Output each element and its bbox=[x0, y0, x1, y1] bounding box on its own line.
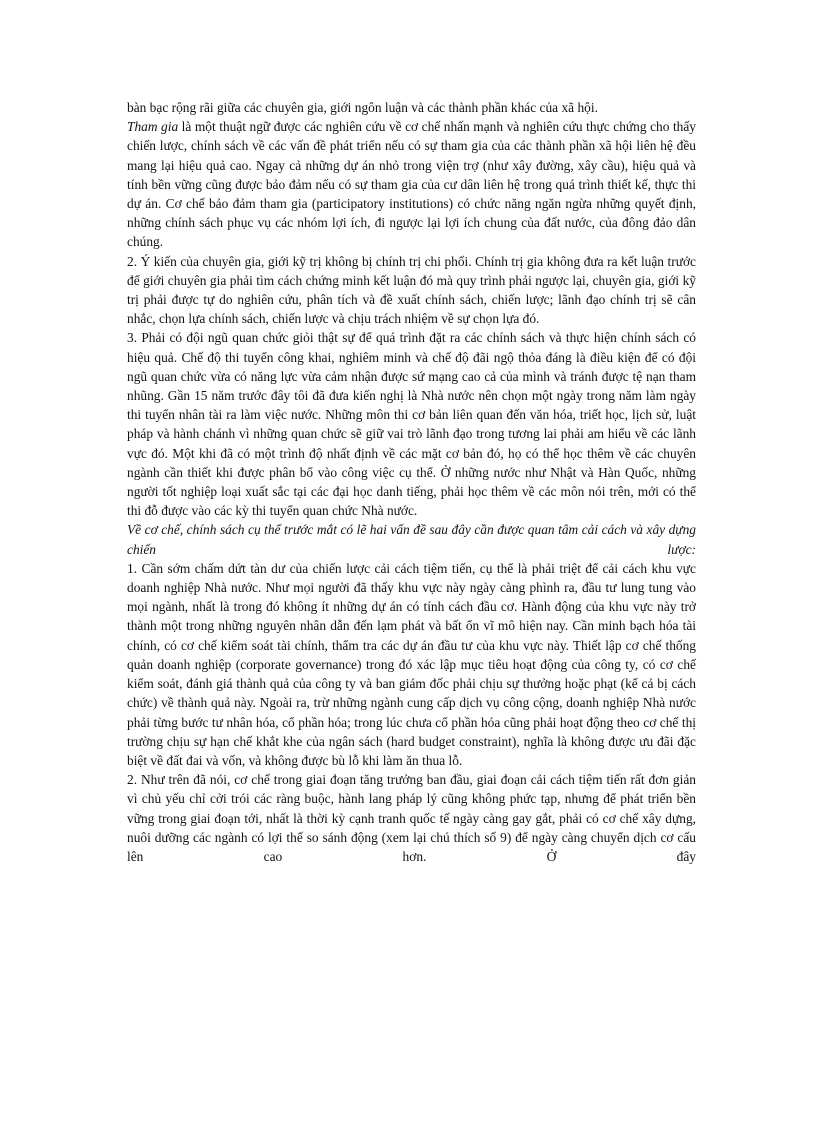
paragraph-6-text: 2. Như trên đã nói, cơ chế trong giai đoạn tăng trưởng ban đầu, giai đoạn cải cách tiệm tiến rất đơn giản vì chủ yếu chỉ cởi trói các ràng buộc, hành lang pháp lý cũng không phức tạp, nhưng để phát triển bền vững trong giai đoạn tới, nhất là thời kỳ cạnh tranh quốc tế ngày càng gay gắt, phải có cơ chế xây dựng, nuôi dưỡng các ngành có lợi thế so sánh động (xem lại chú thích số 9) để ngày càng chuyển dịch cơ cấu lên cao hơn. Ở đây bbox=[127, 772, 696, 864]
paragraph-5 bbox=[127, 559, 696, 770]
paragraph-4-italic-heading bbox=[127, 520, 696, 558]
paragraph-1-text: là một thuật ngữ được các nghiên cứu về cơ chế nhấn mạnh và nghiên cứu thực chứng cho thấy chiến lược, chính sách về các vấn đề phát triển nếu có sự tham gia của các thành phần xã hội liên hệ đều mang lại hiệu quả cao. Ngay cả những dự án nhỏ trong viện trợ (như xây đường, xây cầu), hiệu quả và tính bền vững cũng được bảo đảm nếu có sự tham gia của cư dân liên hệ trong quá trình thiết kế, thực thi dự án. Cơ chế bảo đảm tham gia (participatory institutions) có chức năng ngăn ngừa những quyết định, những chính sách phục vụ các nhóm lợi ích, đi ngược lại lợi ích chung của đất nước, của đông đảo dân chúng. bbox=[127, 119, 696, 250]
document-page bbox=[127, 98, 696, 866]
paragraph-3 bbox=[127, 328, 696, 520]
paragraph-0 bbox=[127, 98, 696, 117]
paragraph-1-lead-italic: Tham gia bbox=[127, 119, 179, 135]
paragraph-2 bbox=[127, 252, 696, 329]
paragraph-0-text: bàn bạc rộng rãi giữa các chuyên gia, giới ngôn luận và các thành phần khác của xã hội. bbox=[127, 100, 598, 115]
paragraph-3-text: 3. Phải có đội ngũ quan chức giỏi thật sự để quá trình đặt ra các chính sách và thực hiện chính sách có hiệu quả. Chế độ thi tuyển công khai, nghiêm minh và chế độ đãi ngộ thỏa đáng là điều kiện để có đội ngũ quan chức vừa có năng lực vừa cảm nhận được sứ mạng cao cả của mình và tránh được tệ nạn tham nhũng. Gần 15 năm trước đây tôi đã đưa kiến nghị là Nhà nước nên chọn một ngày trong năm làm ngày thi tuyển nhân tài ra làm việc nước. Những môn thi cơ bản liên quan đến văn hóa, triết học, lịch sử, luật pháp và hành chánh vì những quan chức sẽ giữ vai trò lãnh đạo trong tương lai phải am hiểu về các lãnh vực đó. Một khi đã có một trình độ nhất định về các mặt cơ bản đó, họ có thể học thêm về các chuyên ngành cần thiết khi được phân bổ vào công việc cụ thể. Ở những nước như Nhật và Hàn Quốc, những người tốt nghiệp loại xuất sắc tại các đại học danh tiếng, phải học thêm về các môn nói trên, mới có thể thi đỗ được vào các kỳ thi tuyển quan chức Nhà nước. bbox=[127, 330, 696, 519]
paragraph-1 bbox=[127, 117, 696, 251]
paragraph-5-text: 1. Cần sớm chấm dứt tàn dư của chiến lược cải cách tiệm tiến, cụ thể là phải triệt để cải cách khu vực doanh nghiệp Nhà nước. Như mọi người đã thấy khu vực này ngày càng phình ra, đầu tư lung tung vào mọi ngành, nhất là trong đó không ít những dự án có tính cách đầu cơ. Hành động của khu vực này trở thành một trong những nguyên nhân dẫn đến lạm phát và bất ổn vĩ mô hiện nay. Cần minh bạch hóa tài chính, có cơ chế kiểm soát tài chính, thẩm tra các dự án đầu tư của khu vực này. Thiết lập cơ chế thống quản doanh nghiệp (corporate governance) trong đó xác lập mục tiêu hoạt động của công ty, có cơ chế kiểm soát, đánh giá thành quả của công ty và ban giám đốc phải chịu sự thưởng hoặc phạt (kể cả bị cách chức) về thành quả này. Ngoài ra, trừ những ngành cung cấp dịch vụ công cộng, doanh nghiệp Nhà nước phải từng bước tư nhân hóa, cổ phần hóa; trong lúc chưa cổ phần hóa cũng phải hoạt động theo cơ chế thị trường chịu sự hạn chế khắt khe của ngân sách (hard budget constraint), nghĩa là không được ưu đãi đặc biệt về đất đai và vốn, và không được bù lỗ khi làm ăn thua lỗ. bbox=[127, 560, 696, 768]
paragraph-2-text: 2. Ý kiến của chuyên gia, giới kỹ trị không bị chính trị chi phối. Chính trị gia không đưa ra kết luận trước để giới chuyên gia phải tìm cách chứng minh kết luận đó mà quy trình phải ngược lại, chuyên gia, giới kỹ trị phải được tự do nghiên cứu, phân tích và đề xuất chính sách, chiến lược; lãnh đạo chính trị sẽ cân nhắc, chọn lựa chính sách, chiến lược và chịu trách nhiệm về sự chọn lựa đó. bbox=[127, 253, 696, 327]
paragraph-6 bbox=[127, 770, 696, 866]
paragraph-4-lead: Về cơ chế, chính sách cụ thể trước mắt có lẽ hai vấn đề sau đây cần được quan tâm cải cách và xây dựng chiến lược: bbox=[127, 522, 696, 557]
